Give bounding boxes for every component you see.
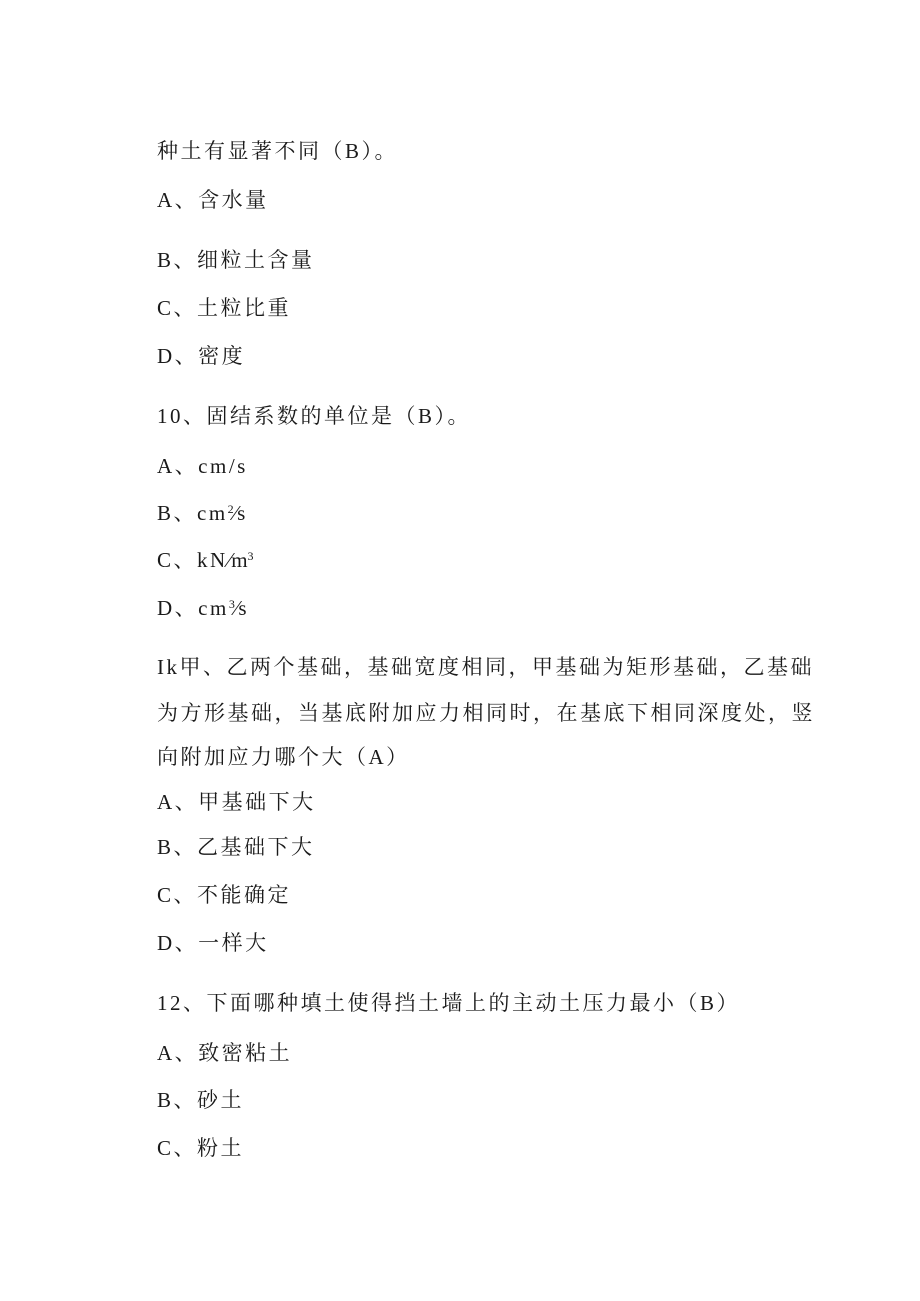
unit-suffix: ⁄s	[234, 596, 247, 620]
question-continuation: 种土有显著不同（B）。	[157, 139, 399, 163]
question-11-line-1: Ik甲、乙两个基础，基础宽度相同，甲基础为矩形基础，乙基础	[157, 655, 814, 679]
option-c: C、不能确定	[157, 883, 292, 907]
option-c: C、粉土	[157, 1136, 245, 1160]
option-a: A、含水量	[157, 188, 269, 212]
question-12: 12、下面哪种填土使得挡土墙上的主动土压力最小（B）	[157, 991, 741, 1015]
question-11-line-2: 为方形基础，当基底附加应力相同时，在基底下相同深度处，竖	[157, 701, 815, 725]
option-d	[157, 598, 247, 619]
unit-suffix: ⁄m	[227, 548, 248, 572]
option-b: B、乙基础下大	[157, 835, 315, 859]
superscript: 2	[227, 502, 234, 516]
option-text: D、cm	[157, 596, 229, 620]
option-a: A、cm/s	[157, 454, 248, 478]
superscript: 3	[247, 549, 254, 563]
option-b	[157, 503, 245, 524]
option-a: A、甲基础下大	[157, 790, 316, 814]
option-text: B、cm	[157, 501, 228, 525]
unit-suffix: ⁄s	[233, 501, 246, 525]
option-d: D、密度	[157, 344, 246, 368]
option-a: A、致密粘土	[157, 1041, 293, 1065]
superscript: 3	[228, 597, 235, 611]
option-d: D、一样大	[157, 931, 269, 955]
option-b: B、砂土	[157, 1088, 245, 1112]
option-b: B、细粒土含量	[157, 248, 315, 272]
question-10: 10、固结系数的单位是（B）。	[157, 404, 472, 428]
question-11-line-3: 向附加应力哪个大（A）	[157, 745, 410, 769]
option-c: C、土粒比重	[157, 296, 292, 320]
option-text: C、kN	[157, 548, 228, 572]
option-c	[157, 550, 254, 571]
